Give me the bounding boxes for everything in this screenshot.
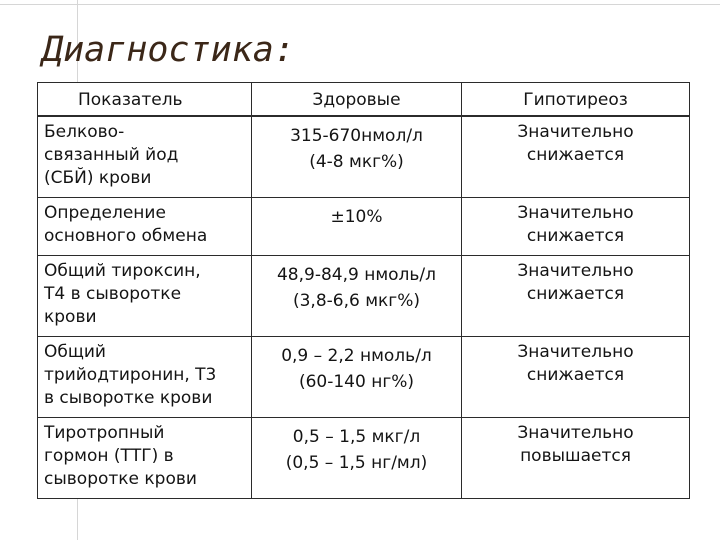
healthy-line: (4-8 мкг%)	[309, 152, 404, 172]
indicator-cell	[38, 198, 252, 256]
healthy-line: 48,9-84,9 нмоль/л	[276, 265, 437, 285]
header-hypothyroid: Гипотиреоз	[462, 83, 690, 117]
indicator-cell	[38, 418, 252, 499]
hypothyroid-cell	[462, 256, 690, 337]
healthy-line: (3,8-6,6 мкг%)	[292, 291, 421, 311]
hypothyroid-cell	[462, 337, 690, 418]
healthy-line: ±10%	[330, 207, 383, 227]
hypothyroid-cell	[462, 198, 690, 256]
indicator-cell	[38, 256, 252, 337]
header-indicator: Показатель	[38, 83, 252, 117]
healthy-line: 315-670нмол/л	[290, 126, 423, 146]
hypothyroid-line: снижается	[526, 226, 625, 246]
indicator-line: Т4 в сыворотке	[44, 284, 182, 304]
hypothyroid-line: снижается	[526, 365, 625, 385]
table-header-row	[38, 83, 690, 117]
hypothyroid-line: повышается	[520, 446, 631, 466]
healthy-cell	[252, 256, 462, 337]
hypothyroid-line: Значительно	[517, 261, 634, 281]
indicator-line: трийодтиронин, Т3	[44, 365, 217, 385]
healthy-line: (0,5 – 1,5 нг/мл)	[285, 453, 428, 473]
indicator-line: Общий тироксин,	[44, 261, 201, 281]
indicator-line: Общий	[44, 342, 106, 362]
hypothyroid-cell	[462, 418, 690, 499]
indicator-line: Белково-	[44, 122, 125, 142]
healthy-line: 0,9 – 2,2 нмоль/л	[281, 346, 432, 366]
hypothyroid-cell	[462, 116, 690, 198]
hypothyroid-line: снижается	[526, 284, 625, 304]
table-row	[38, 418, 690, 499]
hypothyroid-line: Значительно	[517, 342, 634, 362]
hypothyroid-line: Значительно	[517, 423, 634, 443]
slide-title: Диагностика:	[42, 30, 295, 70]
indicator-cell	[38, 337, 252, 418]
table-row	[38, 337, 690, 418]
healthy-cell	[252, 418, 462, 499]
indicator-cell	[38, 116, 252, 198]
table-row	[38, 256, 690, 337]
diagnostics-table	[37, 82, 690, 499]
indicator-line: связанный йод	[44, 145, 179, 165]
healthy-line: (60-140 нг%)	[298, 372, 415, 392]
healthy-cell	[252, 337, 462, 418]
hypothyroid-line: снижается	[526, 145, 625, 165]
indicator-line: основного обмена	[44, 226, 208, 246]
table-row	[38, 116, 690, 198]
healthy-cell	[252, 116, 462, 198]
healthy-line: 0,5 – 1,5 мкг/л	[292, 427, 421, 447]
decorative-top-line	[0, 4, 720, 5]
indicator-line: сыворотке крови	[44, 469, 197, 489]
indicator-line: (СБЙ) крови	[44, 168, 152, 188]
indicator-line: в сыворотке крови	[44, 388, 213, 408]
indicator-line: Тиротропный	[44, 423, 165, 443]
indicator-line: Определение	[44, 203, 166, 223]
hypothyroid-line: Значительно	[517, 122, 634, 142]
header-healthy: Здоровые	[252, 83, 462, 117]
indicator-line: гормон (ТТГ) в	[44, 446, 174, 466]
healthy-cell	[252, 198, 462, 256]
indicator-line: крови	[44, 307, 97, 327]
table-row	[38, 198, 690, 256]
hypothyroid-line: Значительно	[517, 203, 634, 223]
